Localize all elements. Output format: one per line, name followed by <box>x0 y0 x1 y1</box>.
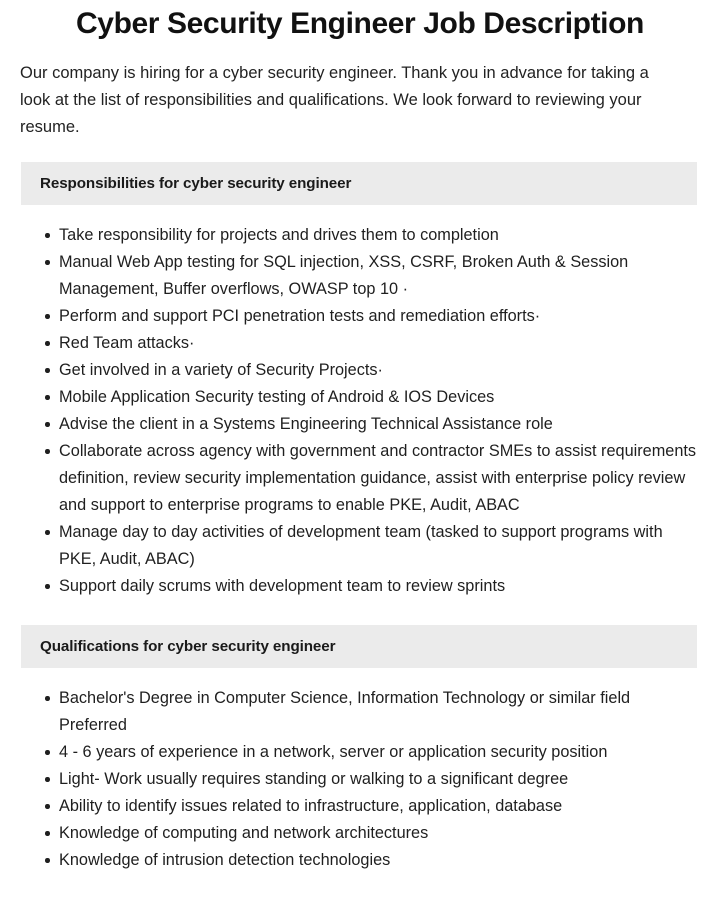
page-title: Cyber Security Engineer Job Description <box>76 7 644 40</box>
intro-paragraph: Our company is hiring for a cyber security engineer. Thank you in advance for taking a look at the list of responsibilities and qualifications. We look forward to reviewing your resume. <box>20 64 649 136</box>
section-header-responsibilities <box>21 162 697 205</box>
list-item: Perform and support PCI penetration tests and remediation efforts· <box>45 303 698 330</box>
list-item: Manage day to day activities of development team (tasked to support programs with PKE, Audit, ABAC) <box>45 519 698 573</box>
list-item: Red Team attacks· <box>45 330 698 357</box>
section-qualifications <box>0 625 720 874</box>
list-item: 4 - 6 years of experience in a network, server or application security position <box>45 739 698 766</box>
list-item: Bachelor's Degree in Computer Science, Information Technology or similar field Preferred <box>45 685 698 739</box>
list-item: Collaborate across agency with government and contractor SMEs to assist requirements definition, review security implementation guidance, assist with enterprise policy review and support to enterprise programs to enable PKE, Audit, ABAC <box>45 438 698 519</box>
section-heading-label: Qualifications for cyber security engineer <box>40 638 336 655</box>
list-item: Light- Work usually requires standing or walking to a significant degree <box>45 766 698 793</box>
list-item: Mobile Application Security testing of Android & IOS Devices <box>45 384 698 411</box>
list-item: Advise the client in a Systems Engineering Technical Assistance role <box>45 411 698 438</box>
list-item: Take responsibility for projects and drives them to completion <box>45 222 698 249</box>
responsibilities-list <box>0 205 720 600</box>
list-item: Ability to identify issues related to infrastructure, application, database <box>45 793 698 820</box>
list-item: Knowledge of intrusion detection technologies <box>45 847 698 874</box>
list-item: Manual Web App testing for SQL injection, XSS, CSRF, Broken Auth & Session Management, Buffer overflows, OWASP top 10 · <box>45 249 698 303</box>
section-responsibilities <box>0 162 720 600</box>
list-item: Support daily scrums with development team to review sprints <box>45 573 698 600</box>
section-heading-label: Responsibilities for cyber security engineer <box>40 175 352 192</box>
qualifications-list <box>0 668 720 874</box>
list-item: Knowledge of computing and network architectures <box>45 820 698 847</box>
section-header-qualifications <box>21 625 697 668</box>
list-item: Get involved in a variety of Security Projects· <box>45 357 698 384</box>
